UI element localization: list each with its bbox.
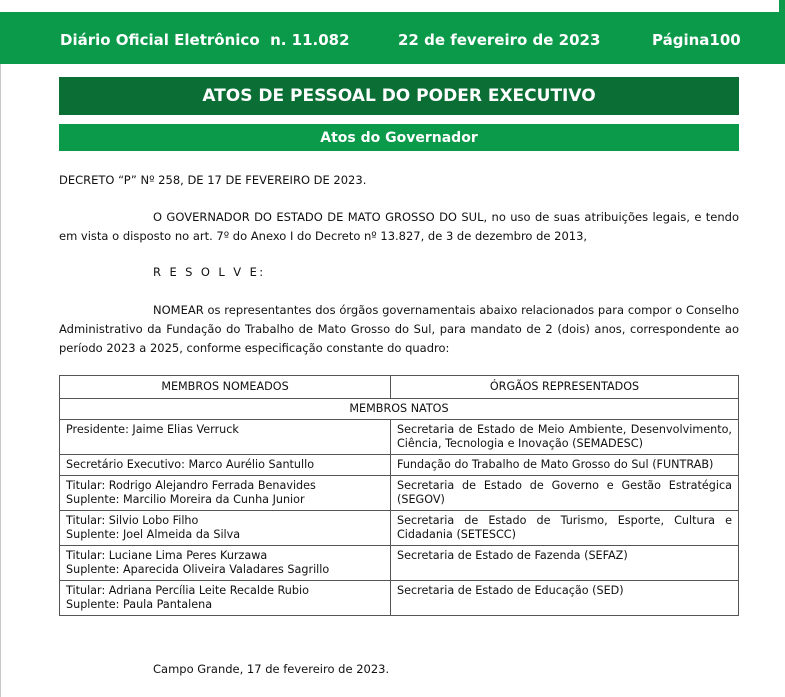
table-row — [60, 476, 739, 511]
table-row — [60, 420, 739, 455]
table-row — [60, 581, 739, 616]
members-table — [59, 375, 739, 616]
member-cell — [60, 476, 391, 511]
organ-cell: Secretaria de Estado de Fazenda (SEFAZ) — [391, 546, 739, 581]
member-name: Suplente: Paula Pantalena — [66, 598, 213, 611]
member-name: Suplente: Aparecida Oliveira Valadares Sagrillo — [66, 563, 330, 576]
group-label: MEMBROS NATOS — [60, 399, 739, 420]
member-name: Presidente: Jaime Elias Verruck — [66, 423, 239, 436]
member-cell — [60, 546, 391, 581]
top-margin — [0, 0, 785, 12]
organ-cell: Secretaria de Estado de Meio Ambiente, Desenvolvimento, Ciência, Tecnologia e Inovação (SEMADESC) — [391, 420, 739, 455]
decree-preamble: O GOVERNADOR DO ESTADO DE MATO GROSSO DO SUL, no uso de suas atribuições legais, e tendo em vista o disposto no art. 7º do Anexo I do Decreto nº 13.827, de 3 de dezembro de 2013, — [59, 210, 739, 243]
organ-cell: Fundação do Trabalho de Mato Grosso do Sul (FUNTRAB) — [391, 455, 739, 476]
decree-resolve: R E S O L V E: — [153, 265, 266, 279]
table-row — [60, 546, 739, 581]
decree-body: NOMEAR os representantes dos órgãos governamentais abaixo relacionados para compor o Conselho Administrativo da Fundação do Trabalho de Mato Grosso do Sul, para mandato de 2 (dois) anos, correspondente ao período 2023 a 2025, conforme especificação constante do quadro: — [59, 303, 739, 355]
gazette-header — [0, 12, 785, 64]
decree-closing: Campo Grande, 17 de fevereiro de 2023. — [153, 662, 390, 676]
member-cell — [60, 511, 391, 546]
table-header-row — [60, 376, 739, 399]
member-name: Titular: Adriana Percília Leite Recalde Rubio — [66, 584, 309, 597]
publication-title: Diário Oficial Eletrônico n. 11.082 — [60, 31, 350, 49]
table-row — [60, 455, 739, 476]
organ-cell: Secretaria de Estado de Turismo, Esporte, Cultura e Cidadania (SETESCC) — [391, 511, 739, 546]
page-left-border — [0, 0, 1, 697]
organ-cell: Secretaria de Estado de Educação (SED) — [391, 581, 739, 616]
member-cell — [60, 420, 391, 455]
member-name: Titular: Luciane Lima Peres Kurzawa — [66, 549, 268, 562]
decree-title: DECRETO “P” Nº 258, DE 17 DE FEVEREIRO DE 2023. — [59, 173, 367, 187]
section-title: ATOS DE PESSOAL DO PODER EXECUTIVO — [59, 77, 739, 115]
column-header-organs: ÓRGÃOS REPRESENTADOS — [391, 376, 739, 399]
publication-date: 22 de fevereiro de 2023 — [398, 31, 601, 49]
member-cell — [60, 455, 391, 476]
group-row — [60, 399, 739, 420]
member-name: Titular: Silvio Lobo Filho — [66, 514, 199, 527]
member-name: Secretário Executivo: Marco Aurélio Santullo — [66, 458, 315, 471]
corner-mark — [779, 0, 785, 12]
subsection-title: Atos do Governador — [59, 124, 739, 151]
member-cell — [60, 581, 391, 616]
member-name: Suplente: Joel Almeida da Silva — [66, 528, 241, 541]
member-name: Suplente: Marcilio Moreira da Cunha Junior — [66, 493, 305, 506]
table-row — [60, 511, 739, 546]
column-header-members: MEMBROS NOMEADOS — [60, 376, 391, 399]
member-name: Titular: Rodrigo Alejandro Ferrada Benavides — [66, 479, 316, 492]
page-number: Página100 — [652, 31, 741, 49]
organ-cell: Secretaria de Estado de Governo e Gestão Estratégica (SEGOV) — [391, 476, 739, 511]
